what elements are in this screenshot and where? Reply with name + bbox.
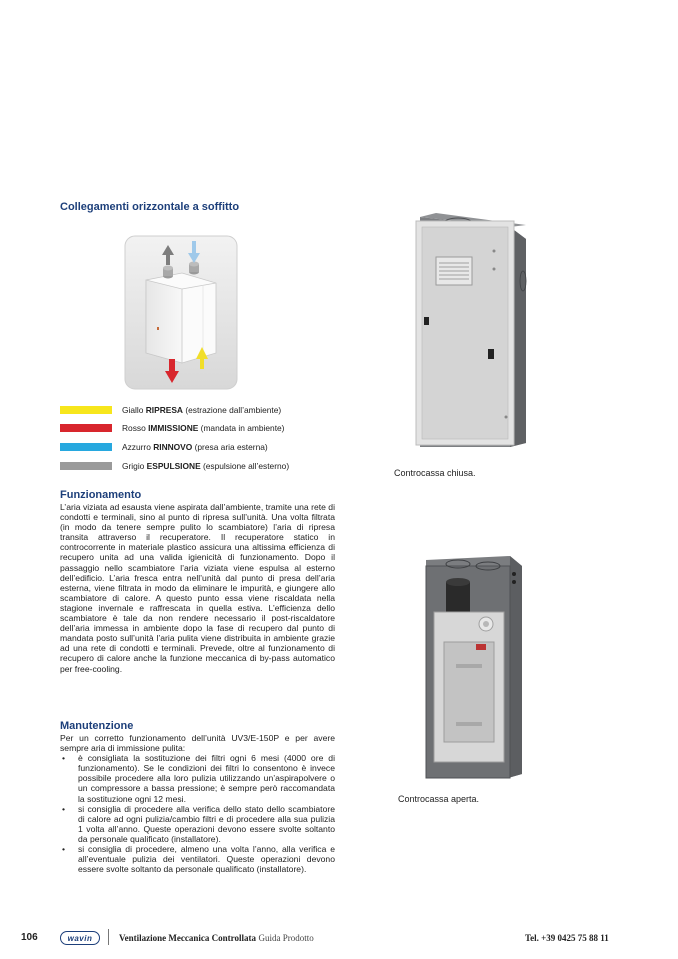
footer-title: Ventilazione Meccanica Controllata bbox=[119, 933, 256, 943]
list-item: • si consiglia di procedere, almeno una volta l’anno, alla verifica e all’eventuale pulizia dei ventilatori. Queste operazioni devono essere svolte soltanto da personale qualificato (installatore). bbox=[60, 844, 335, 874]
manutenzione-block bbox=[60, 733, 335, 874]
legend-swatch-yellow bbox=[60, 406, 112, 414]
legend-swatch-grey bbox=[60, 462, 112, 470]
unit-illustration bbox=[124, 235, 238, 390]
legend-swatch-blue bbox=[60, 443, 112, 451]
funzionamento-text: L’aria viziata ad esausta viene aspirata dall’ambiente, tramite una rete di condotti e terminali, sino al punto di ripresa sull’unità. Una volta filtrata (in modo da tenere sempre pulito lo scambiatore) l’aria di ripresa transita attraverso il recuperatore. Il recuperatore statico in controcorrente in materiale plastico assicura una altissima efficienza di recupero unita ad una valida igienicità di funzionamento. Dopo il passaggio nello scambiatore l’aria viziata viene espulsa al esterno dell’edificio. L’aria fresca entra nell’unità dal punto di presa dell’aria esterna, viene filtrata in modo da eliminare le impurità, e giungere allo scambiatore di calore. A questo punto essa viene riscaldata nella stagione invernale e raffrescata in quella estiva. L’efficienza dello scambiatore è tale da non rendere necessario il post-riscaldatore dell’aria immessa in ambiente dopo la fase di recupero dal punto di mandata posto sull’unità l’aria pulita viene distribuita in ambiente grazie ad una rete di condotti e terminali. Prevede, oltre al funzionamento di recupero di calore anche la funzione meccanica di by-pass automatico per free-cooling. bbox=[60, 502, 335, 674]
list-item: • si consiglia di procedere alla verifica dello stato dello scambiatore di calore ad ogni pulizia/cambio filtri e di procedere alla sua pulizia 1 volta all’anno. Queste operazioni devono essere svolte soltanto da personale qualificato (installatore). bbox=[60, 804, 335, 844]
wavin-logo: wavin bbox=[60, 931, 100, 945]
footer-phone: Tel. +39 0425 75 88 11 bbox=[525, 933, 609, 943]
footer-divider bbox=[108, 929, 109, 945]
manutenzione-title: Manutenzione bbox=[60, 720, 134, 732]
footer-title-block bbox=[119, 933, 314, 943]
page-number: 106 bbox=[21, 932, 38, 943]
section-title: Collegamenti orizzontale a soffitto bbox=[60, 201, 240, 213]
caption-closed: Controcassa chiusa. bbox=[394, 468, 476, 478]
legend-item-espulsione: Grigio ESPULSIONE (espulsione all’esterno) bbox=[60, 461, 289, 471]
legend-item-ripresa: Giallo RIPRESA (estrazione dall’ambiente) bbox=[60, 405, 281, 415]
legend-item-immissione: Rosso IMMISSIONE (mandata in ambiente) bbox=[60, 423, 284, 433]
legend-item-rinnovo: Azzurro RINNOVO (presa aria esterna) bbox=[60, 442, 268, 452]
funzionamento-title: Funzionamento bbox=[60, 489, 142, 501]
manutenzione-intro: Per un corretto funzionamento dell’unità UV3/E-150P e per avere sempre aria di immissione pulita: bbox=[60, 733, 335, 754]
legend-swatch-red bbox=[60, 424, 112, 432]
manutenzione-list bbox=[60, 753, 335, 874]
open-box-image bbox=[420, 552, 524, 780]
caption-open: Controcassa aperta. bbox=[398, 794, 480, 804]
footer-subtitle: Guida Prodotto bbox=[258, 933, 314, 943]
list-item: • è consigliata la sostituzione dei filtri ogni 6 mesi (4000 ore di funzionamento). Se le condizioni dei filtri lo consentono è invece possibile procedere alla loro pulizia utilizzando un’aspirapolvere o un compressore a bassa pressione; è sempre però raccomandata la sostituzione ogni 12 mesi. bbox=[60, 753, 335, 803]
closed-box-image bbox=[406, 211, 530, 451]
